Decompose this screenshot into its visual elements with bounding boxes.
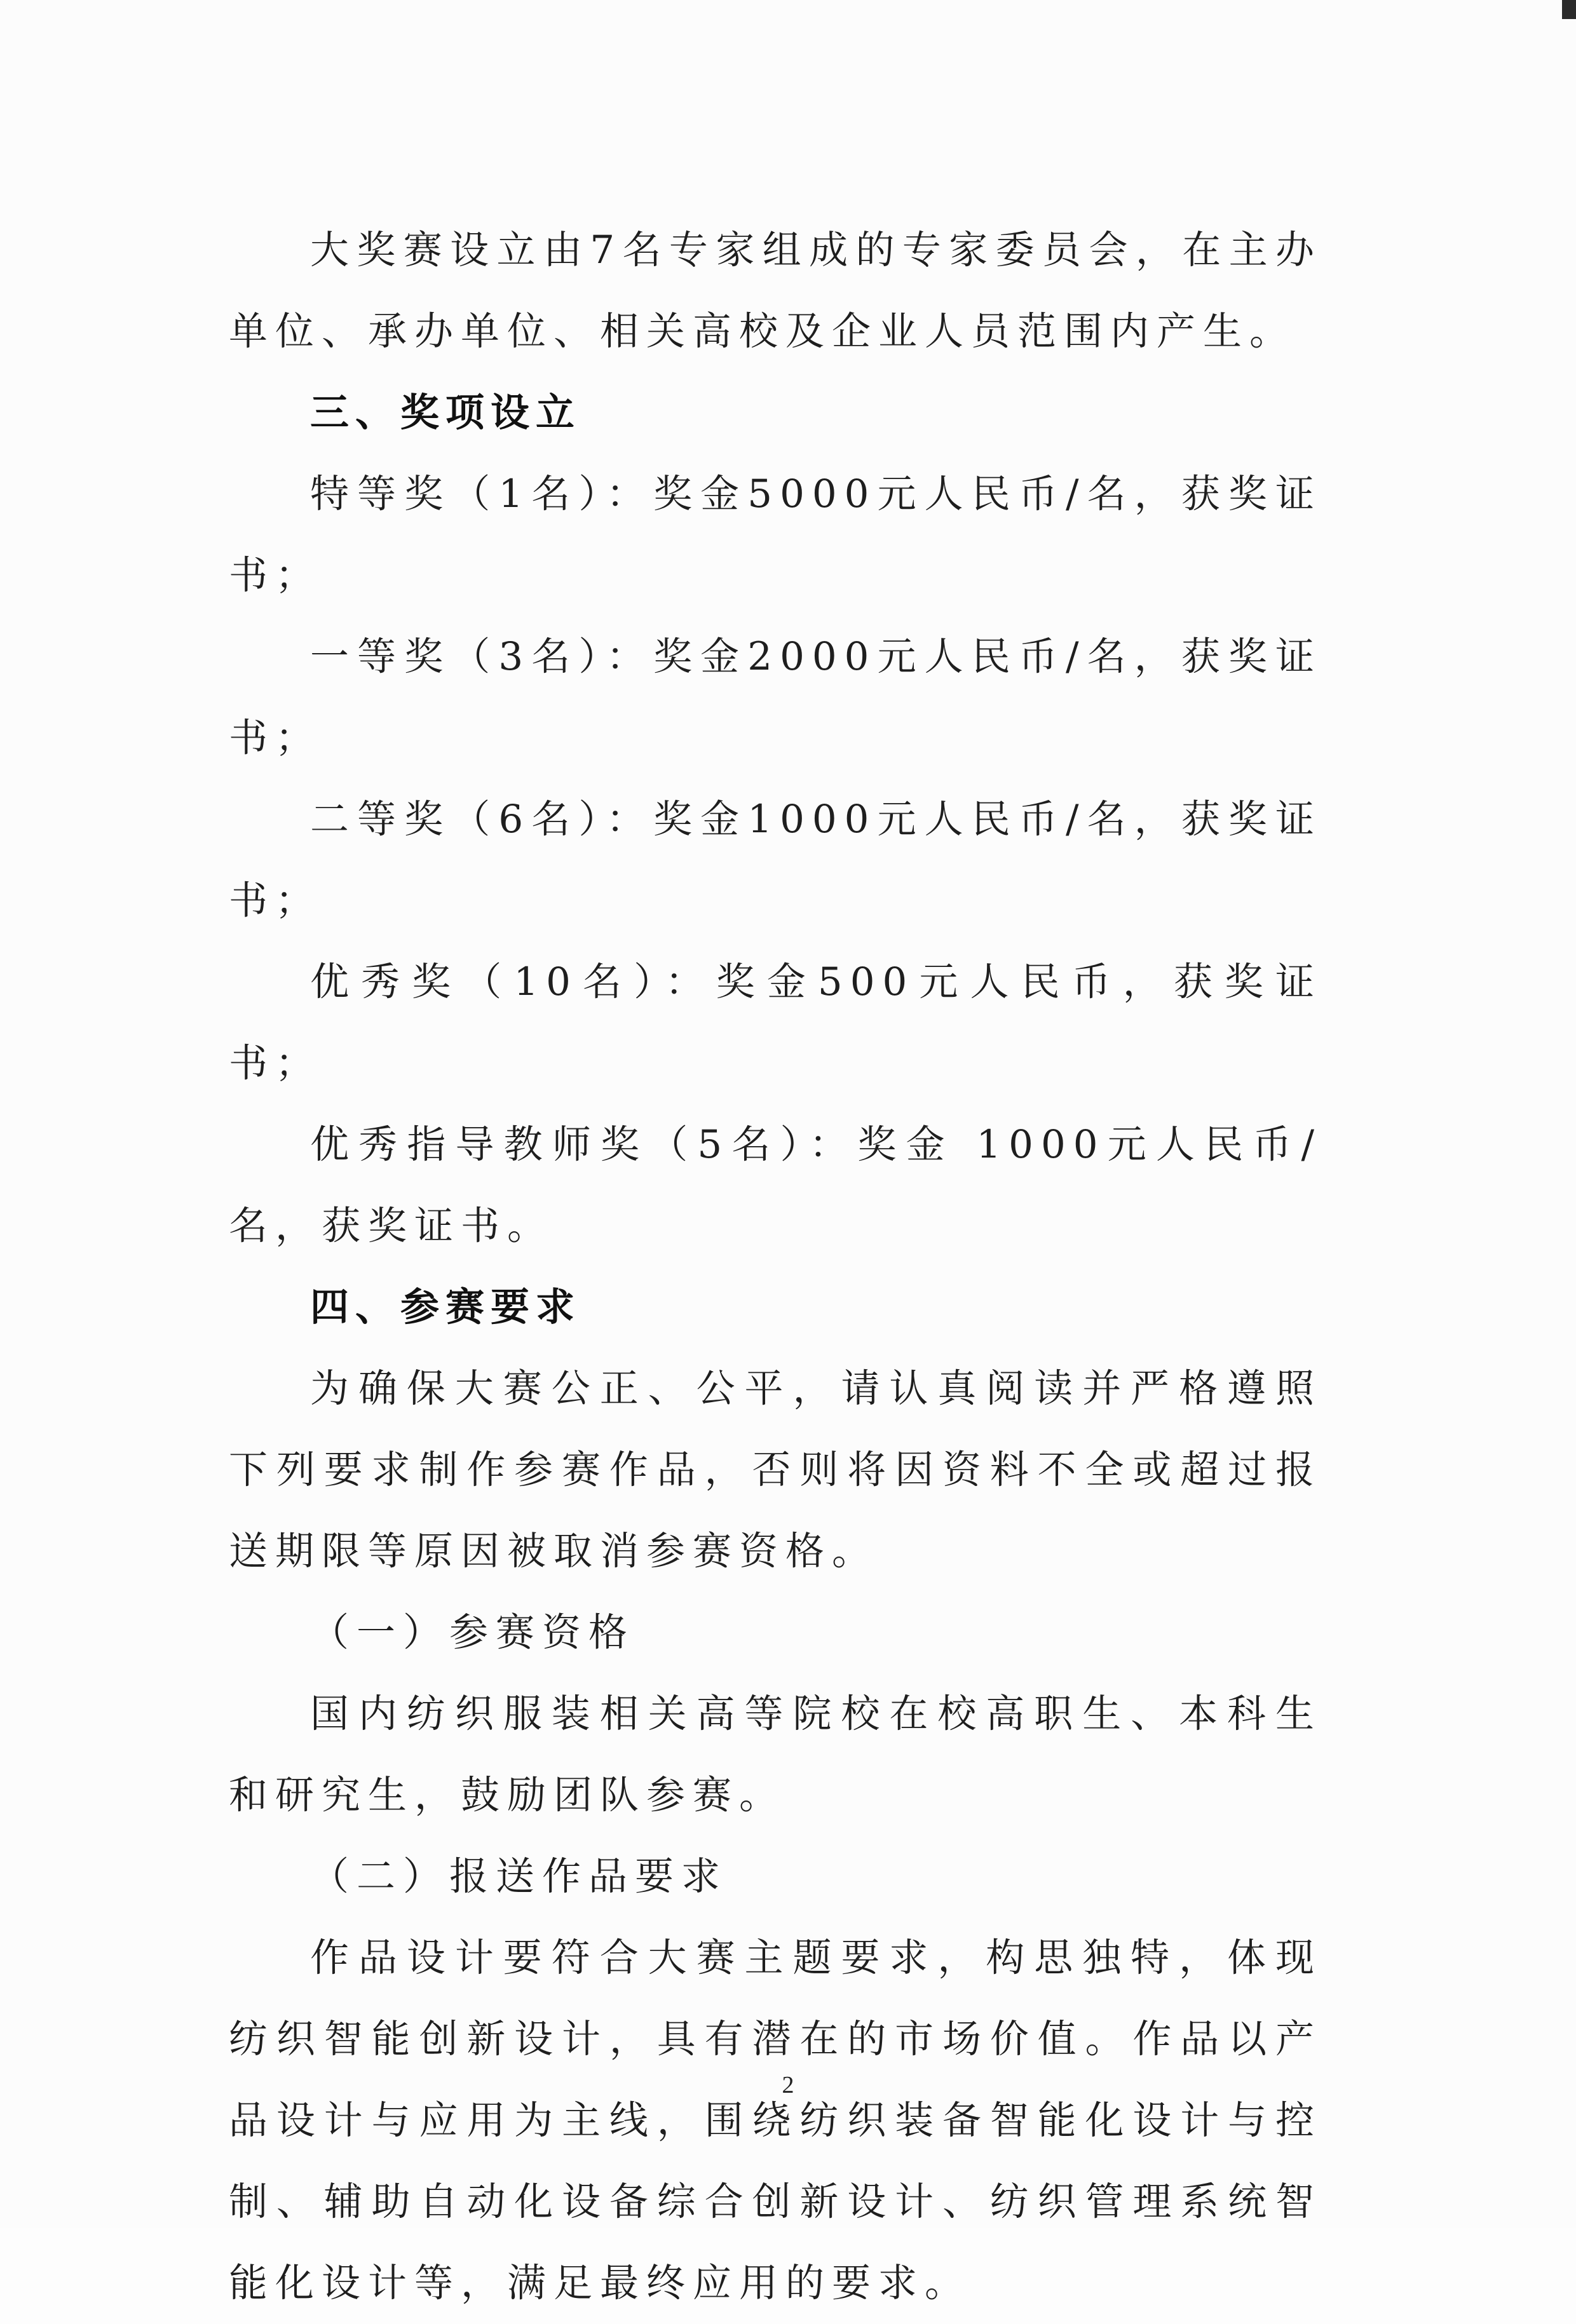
subheading-eligibility: （一）参赛资格	[310, 1610, 635, 1655]
paragraph-eligibility: 国内纺织服装相关高等院校在校高职生、本科生和研究生，鼓励团队参赛。	[229, 1691, 1322, 1818]
page-number: 2	[782, 2072, 794, 2098]
scan-edge-mark	[1562, 0, 1576, 19]
award-advisor-prize: 优秀指导教师奖（5名）：奖金 1000元人民币/名，获奖证书。	[229, 1122, 1322, 1248]
award-excellence-prize: 优秀奖（10名）：奖金500元人民币，获奖证书；	[229, 959, 1322, 1086]
paragraph-expert-committee: 大奖赛设立由7名专家组成的专家委员会，在主办单位、承办单位、相关高校及企业人员范围内产生。	[229, 227, 1322, 354]
heading-awards: 三、奖项设立	[310, 390, 581, 435]
award-first-prize: 一等奖（3名）：奖金2000元人民币/名，获奖证书；	[229, 634, 1322, 760]
paragraph-requirements-intro: 为确保大赛公正、公平，请认真阅读并严格遵照下列要求制作参赛作品，否则将因资料不全或超过报送期限等原因被取消参赛资格。	[229, 1366, 1322, 1574]
heading-requirements: 四、参赛要求	[310, 1285, 581, 1330]
subheading-submission: （二）报送作品要求	[310, 1854, 728, 1899]
award-second-prize: 二等奖（6名）：奖金1000元人民币/名，获奖证书；	[229, 797, 1322, 923]
paragraph-submission: 作品设计要符合大赛主题要求，构思独特，体现纺织智能创新设计，具有潜在的市场价值。作品以产品设计与应用为主线，围绕纺织装备智能化设计与控制、辅助自动化设备综合创新设计、纺织管理系统智能化设计等，满足最终应用的要求。	[229, 1935, 1322, 2306]
award-grand-prize: 特等奖（1名）：奖金5000元人民币/名，获奖证书；	[229, 471, 1322, 598]
document-body	[229, 210, 1322, 2324]
